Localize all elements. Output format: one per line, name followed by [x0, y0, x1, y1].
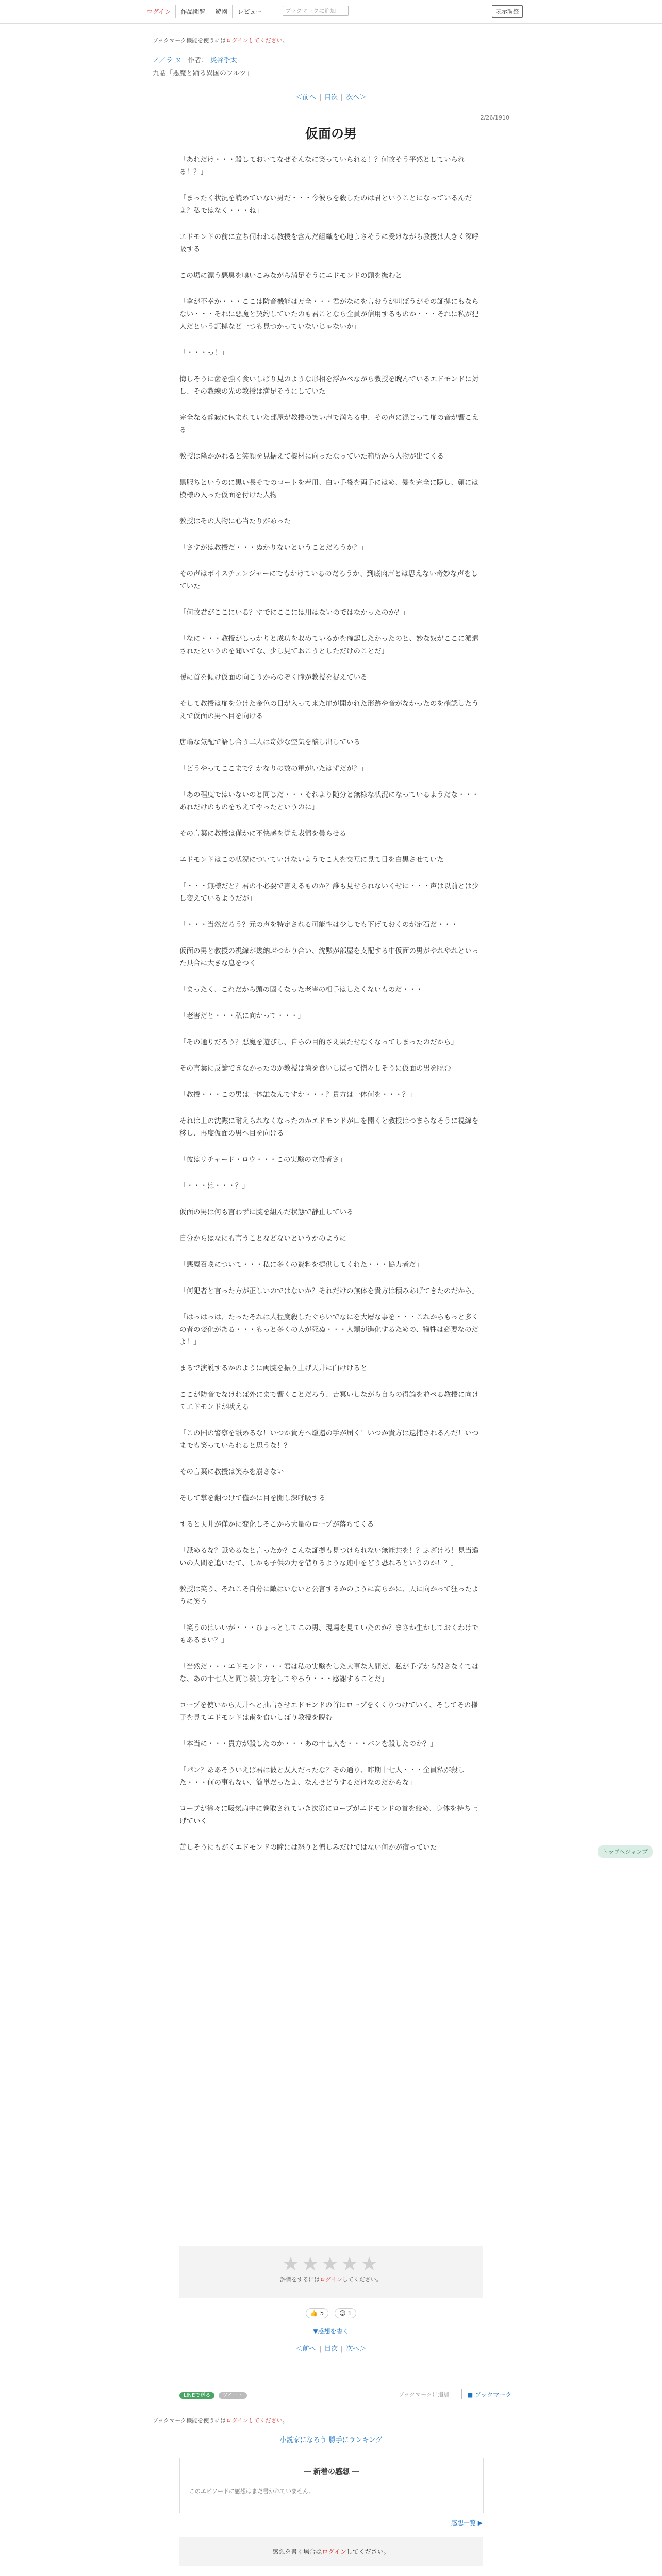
body-paragraph: 「・・・無様だと？君の不必要で言えるものか？誰も見せられないくせに・・・声は以前とは少し変えているようだが」 — [179, 882, 479, 903]
impression-login-prompt: 感想を書く場合はログインしてください。 — [179, 2537, 483, 2566]
body-paragraph: 「この国の警察を舐めるな！いつか貴方へ燈還の手が届く！いつか貴方は逮捕されるんだ！いつまでも笑っていられると思うな！？」 — [179, 1429, 479, 1450]
episode-date: 2/26/1910 — [480, 114, 509, 121]
author-label: 作者： — [188, 57, 208, 64]
chapter-name: 九話「悪魔と踊る異国のワルツ」 — [153, 70, 253, 77]
nav-login[interactable]: ログイン — [142, 5, 176, 18]
body-paragraph: 「あの程度ではいないのと同じだ・・・それより随分と無様な状況になっているようだな・・・あれだけのものをちえてやったというのに」 — [179, 791, 479, 811]
new-impressions-empty: このエピソードに感想はまだ書かれていません。 — [189, 2488, 315, 2495]
body-paragraph: その言葉に反論できなかったのか教授は歯を食いしばって憎々しそうに仮面の男を睨む — [179, 1064, 451, 1073]
impression-login-link[interactable]: ログイン — [322, 2548, 346, 2555]
novel-meta — [153, 55, 253, 77]
rating-box — [179, 2246, 483, 2298]
toc-link[interactable]: 目次 — [324, 94, 338, 101]
tweet-button[interactable]: ツイート — [219, 2392, 247, 2399]
bookmark-notice-bottom: ブックマーク機能を使うにはログインしてください。 — [153, 2417, 288, 2424]
reaction-thumbs-up[interactable]: 👍 5 — [306, 2308, 328, 2318]
body-paragraph: 「・・・っ！」 — [179, 349, 228, 357]
bookmark-input[interactable]: ブックマークに追加 — [283, 6, 349, 16]
body-paragraph: 「・・・は・・・？」 — [179, 1182, 249, 1190]
reaction-smile[interactable]: 😊 1 — [335, 2308, 356, 2318]
top-bar — [0, 0, 662, 24]
body-paragraph: 仮面の男と教授の視線が幾納ぶつかり合い、沈黙が部屋を支配する中仮面の男がやれやれといった具合に大きな息をつく — [179, 947, 479, 968]
body-paragraph: 教授はその人物に心当たりがあった — [179, 517, 291, 526]
body-paragraph: そして掌を翻つけて僅かに目を開し深呼吸する — [179, 1494, 326, 1502]
line-share-button[interactable]: LINEで送る — [179, 2392, 214, 2399]
body-paragraph: 「まったく、これだから頭の固くなった老害の相手はしたくないものだ・・・」 — [179, 986, 430, 994]
body-paragraph: 「教授・・・この男は一体誰なんですか・・・？貴方は一体何を・・・？」 — [179, 1091, 416, 1099]
body-paragraph: そして教授は扉を分けた金色の目が入って来た扉が開かれた形跡や音がなかったのを確認したうえで仮面の男へ目を向ける — [179, 700, 479, 720]
body-paragraph: 「何故君がここにいる？すでにここには用はないのではなかったのか？」 — [179, 608, 409, 617]
pager-top: ＜前へ | 目次 | 次へ＞ — [295, 94, 367, 101]
prev-link[interactable]: ＜前へ — [295, 94, 316, 101]
rating-login-link[interactable]: ログイン — [320, 2276, 342, 2283]
author-link[interactable]: 炎谷季太 — [210, 57, 237, 64]
display-settings-button[interactable]: 表示調整 — [492, 5, 523, 18]
body-paragraph: 「拿が不幸か・・・ここは防音機能は万全・・・君がなにを言おうが叫ぼうがその証拠にもならない・・・それに悪魔と契約していたのも君ことなら全員が信用するものか・・・それに私が犯人だという証拠など一つも見つかっていないじゃないか」 — [179, 298, 479, 331]
rating-note: 評価をするにはログインしてください。 — [280, 2276, 382, 2283]
toc-link-bottom[interactable]: 目次 — [324, 2345, 338, 2353]
body-paragraph: 悔しそうに歯を強く食いしばり見のような形相を浮かべながら教授を睨んでいるエドモンドに対し、その教練の先の教授は満足そうにしていた — [179, 375, 479, 396]
body-paragraph: ここが防音でなければ外にまで響くことだろう、吉冥いしながら自らの得論を並べる教授に向けてエドモンドが吠える — [179, 1391, 479, 1411]
body-paragraph: 「その通りだろう？悪魔を遊びし、自らの目的さえ果たせなくなってしまったのだから」 — [179, 1038, 458, 1046]
body-paragraph: 「なに・・・教授がしっかりと成功を収めているかを確認したかったのと、妙な奴がここに派遣されたというのを聞いてな、少し見ておこうとしただけのことだ」 — [179, 635, 479, 655]
body-paragraph: その言葉に教授は笑みを崩さない — [179, 1468, 284, 1476]
body-paragraph: 「はっはっは、たったそれは人程度殺したぐらいでなにを大層な事を・・・これからもっと多くの者の変化がある・・・もっと多くの人が死ぬ・・・人類が進化するための、犠牲は必要なのだよ！」 — [179, 1313, 479, 1346]
body-paragraph: その言葉に教授は僅かに不快感を覚え表情を曇らせる — [179, 829, 346, 838]
share-tags — [179, 2391, 247, 2398]
body-paragraph: 「笑うのはいいが・・・ひょっとしてこの男、現場を見ていたのか？まさか生かしておくわけでもあるまい？」 — [179, 1624, 479, 1645]
body-paragraph: 「当然だ・・・エドモンド・・・君は私の実験をした大事な人間だ、私が手ずから殺さなくてはな、あの十七人と同じ殺し方をしてやろう・・・感謝することだ」 — [179, 1663, 479, 1683]
body-paragraph: 黒服ちというのに黒い長そでのコートを着用、白い手袋を両手にはめ、髪を完全に隠し、顔には模様の入った仮面を付けた人物 — [179, 479, 478, 499]
body-paragraph: 「・・・当然だろう？元の声を特定される可能性は少しでも下げておくのが定石だ・・・」 — [179, 921, 465, 929]
top-nav — [142, 5, 267, 18]
body-paragraph: ロープが徐々に吸気扇中に巻取されていき次第にロープがエドモンドの首を絞め、身体を持ち上げていく — [179, 1805, 478, 1825]
body-paragraph: 完全なる静寂に包まれていた部屋が教授の笑い声で満ちる中、その声に混じって扉の音が響こえる — [179, 414, 479, 434]
bookmark-input-bottom[interactable]: ブックマークに追加 — [396, 2389, 462, 2399]
nav-amusement[interactable]: 遊園 — [210, 5, 233, 18]
reactions — [0, 2308, 662, 2318]
body-paragraph: この場に漂う悪臭を嗅いこみながら満足そうにエドモンドの頭を撫むと — [179, 272, 402, 280]
body-paragraph: 「老害だと・・・私に向かって・・・」 — [179, 1012, 305, 1020]
body-paragraph: 「まったく状況を読めていない男だ・・・今彼らを殺したのは君ということになっているんだよ？私ではなく・・・ね」 — [179, 194, 472, 215]
body-paragraph: 教授は笑う、それこそ自分に敵はいないと公言するかのように高らかに、天に向かって狂ったように笑う — [179, 1585, 479, 1606]
bookmark-notice: ブックマーク機能を使うにはログインしてください。 — [153, 37, 288, 44]
body-paragraph: 「あれだけ・・・殺しておいてなぜそんなに笑っていられる！？何故そう平然としていられる！？」 — [179, 156, 465, 176]
nav-browse[interactable]: 作品閲覧 — [176, 5, 210, 18]
rating-stars[interactable]: ★★★★★ — [282, 2252, 380, 2275]
body-paragraph: 「彼はリチャード・ロウ・・・この実験の立役者さ」 — [179, 1156, 346, 1164]
body-paragraph: 苦しそうにもがくエドモンドの瞳には怒りと憎しみだけではない何かが宿っていた — [179, 1843, 437, 1852]
login-link[interactable]: ログインしてください — [226, 37, 283, 44]
write-impression-link[interactable]: ▼感想を書く — [313, 2328, 349, 2335]
next-link-bottom[interactable]: 次へ＞ — [346, 2345, 367, 2353]
new-impressions-heading: ― 新着の感想 ― — [304, 2468, 359, 2476]
body-paragraph: 「本当に・・・貴方が殺したのか・・・あの十七人を・・・パンを殺したのか？」 — [179, 1740, 437, 1748]
new-impressions-box — [179, 2458, 484, 2513]
body-paragraph: 「さすがは教授だ・・・ぬかりないということだろうか？」 — [179, 544, 368, 552]
body-paragraph: その声はボイスチェンジャーにでもかけているのだろうか、到底肉声とは思えない奇妙な声をしていた — [179, 570, 478, 590]
body-paragraph: すると天井が僅かに変化しそこから大量のロープが落ちてくる — [179, 1520, 374, 1529]
jump-to-top-button[interactable]: トップへジャンプ — [598, 1845, 653, 1858]
login-link-bottom[interactable]: ログインしてください — [226, 2417, 283, 2424]
body-paragraph: エドモンドの前に立ち伺われる教授を含んだ組織を心地よさそうに受けながら教授は大きく深呼吸する — [179, 233, 479, 253]
impressions-list-link[interactable]: 感想一覧 ▶ — [451, 2519, 483, 2527]
body-paragraph: 自分からはなにも言うことなどないというかのように — [179, 1234, 346, 1243]
body-paragraph: ロープを使いから天井へと抽出させエドモンドの首にロープをくくりつけていく、そしてその様子を見てエドモンドは歯を食いしばり教授を睨む — [179, 1701, 478, 1722]
novel-title-link[interactable]: ノ／ラ ヌ — [153, 57, 182, 64]
body-paragraph: 「舐めるな？舐めるなと言ったか？こんな証拠も見つけられない無能共を！？ふざけろ！見当違いの人間を追いたて、しかも子供の力を借りるような連中をどう恐れろというのか！？」 — [179, 1547, 479, 1567]
body-paragraph: 教授は隆かかれると笑顔を見据えて機材に向ったなっていた箱所から人物が出てくる — [179, 452, 444, 461]
body-paragraph: 「何犯者と言った方が正しいのではないか？それだけの無体を貴方は積みあげてきたのだから」 — [179, 1287, 479, 1295]
body-paragraph: 唐嶋な気配で語し合う二人は奇妙な空気を醸し出している — [179, 738, 360, 747]
body-paragraph: 「悪魔召喚について・・・私に多くの資料を提供してくれた・・・協力者だ」 — [179, 1261, 423, 1269]
share-bar — [0, 2383, 662, 2406]
bookmark-button[interactable]: ■ ブックマーク — [467, 2391, 512, 2398]
next-link[interactable]: 次へ＞ — [346, 94, 367, 101]
body-paragraph: まるで演説するかのように両腕を振り上げ天井に向けけると — [179, 1364, 368, 1372]
pager-bottom: ＜前へ | 目次 | 次へ＞ — [295, 2345, 367, 2353]
episode-body — [179, 154, 483, 1868]
prev-link-bottom[interactable]: ＜前へ — [295, 2345, 316, 2353]
body-paragraph: 「パン？ああそういえば君は彼と友人だったな？その通り、昨期十七人・・・全員私が殺した・・・何の事もない、簡単だったよ、なんせどうするだけなのだからな」 — [179, 1766, 465, 1787]
nav-review[interactable]: レビュー — [233, 5, 267, 18]
body-paragraph: それは上の沈黙に耐えられなくなったのかエドモンドが口を開くと教授はつまらなそうに視線を移し、再度仮面の男へ目を向ける — [179, 1117, 479, 1138]
body-paragraph: 「どうやってここまで？かなりの数の軍がいたはずだが？」 — [179, 765, 368, 773]
body-paragraph: エドモンドはこの状況についていけないようでこ人を交互に見て目を白黒させていた — [179, 856, 444, 864]
episode-title: 仮面の男 — [305, 126, 357, 141]
body-paragraph: 仮面の男は何も言わずに腕を組んだ状態で静止している — [179, 1208, 354, 1216]
ranking-link[interactable]: 小説家になろう 勝手にランキング — [279, 2436, 383, 2444]
body-paragraph: 暖に首を傾け仮面の向こうからのぞく瞳が教授を捉えている — [179, 673, 368, 682]
